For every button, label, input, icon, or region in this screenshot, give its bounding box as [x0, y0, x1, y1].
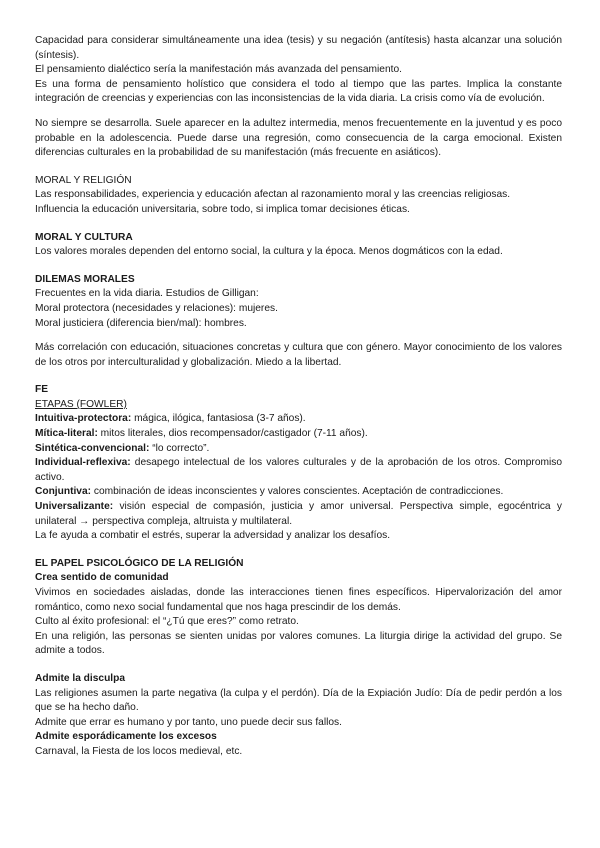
community-paragraph-1: Vivimos en sociedades aisladas, donde las interacciones tienen fines específicos. Hipervalorización del amor romántico, como nexo social fundamental que nos haga prescindir de los demás.: [35, 587, 562, 613]
stage-term: Universalizante:: [35, 501, 114, 513]
faith-heading: FE: [35, 384, 49, 396]
stage-desc: mágica, ilógica, fantasiosa (3-7 años).: [131, 413, 306, 425]
stage-term: Intuitiva-protectora:: [35, 413, 132, 425]
intro-paragraph-3: Es una forma de pensamiento holístico que considera el todo al tiempo que las partes. Implica la constante integración de creencias y experiencias con las inconsistencias de la vida diaria. La crisis como vía de evolución.: [35, 78, 562, 105]
faith-stage: [35, 485, 562, 500]
community-subheading: Crea sentido de comunidad: [35, 572, 169, 584]
excess-subheading: Admite esporádicamente los excesos: [35, 731, 217, 743]
stage-term: Mítica-literal:: [35, 428, 98, 440]
moral-culture-paragraph: Los valores morales dependen del entorno social, la cultura y la época. Menos dogmáticos con la edad.: [35, 246, 503, 258]
stage-desc: visión especial de compasión, justicia y amor universal. Perspectiva simple, egocéntrica y unilateral → perspectiva compleja, altruista y multilateral.: [35, 501, 562, 527]
intro-paragraph-1: Capacidad para considerar simultáneamente una idea (tesis) y su negación (antítesis) hasta alcanzar una solución (síntesis).: [35, 35, 562, 61]
stage-term: Sintética-convencional:: [35, 442, 150, 454]
dilemmas-paragraph-2: Moral protectora (necesidades y relaciones): mujeres.: [35, 302, 278, 314]
apology-paragraph-1: Las religiones asumen la parte negativa (la culpa y el perdón). Día de la Expiación Judío: Día de pedir perdón a los que se ha hecho daño.: [35, 687, 562, 714]
faith-stage: [35, 500, 562, 529]
dilemmas-paragraph-3: Moral justiciera (diferencia bien/mal): hombres.: [35, 317, 247, 329]
community-paragraph-2: Culto al éxito profesional: el “¿Tú que eres?” como retrato.: [35, 616, 299, 628]
religion-role-heading: EL PAPEL PSICOLÓGICO DE LA RELIGIÓN: [35, 557, 244, 569]
faith-stage: [35, 412, 562, 427]
fowler-stages-subheading: ETAPAS (FOWLER): [35, 398, 127, 410]
apology-paragraph-2: Admite que errar es humano y por tanto, uno puede decir sus fallos.: [35, 716, 342, 728]
moral-religion-heading: MORAL Y RELIGIÓN: [35, 174, 132, 186]
moral-culture-heading: MORAL Y CULTURA: [35, 231, 133, 243]
stage-desc: “lo correcto”.: [149, 442, 210, 454]
moral-religion-paragraph-2: Influencia la educación universitaria, sobre todo, si implica tomar decisiones éticas.: [35, 203, 410, 215]
excess-paragraph: Carnaval, la Fiesta de los locos medieval, etc.: [35, 745, 243, 757]
moral-religion-paragraph-1: Las responsabilidades, experiencia y educación afectan al razonamiento moral y las creencias religiosas.: [35, 189, 511, 201]
stage-term: Conjuntiva:: [35, 486, 92, 498]
community-paragraph-3: En una religión, las personas se sienten unidas por valores comunes. La liturgia dirige la actividad del grupo. Se admite a todos.: [35, 630, 562, 657]
faith-closing-paragraph: La fe ayuda a combatir el estrés, superar la adversidad y analizar los desafíos.: [35, 530, 391, 542]
stage-desc: combinación de ideas inconscientes y valores conscientes. Aceptación de contradicciones.: [91, 486, 504, 498]
intro-paragraph-4: No siempre se desarrolla. Suele aparecer en la adultez intermedia, menos frecuentemente en la juventud y es poco probable en la adolescencia. Puede darse una regresión, como consecuencia de la carga emocional. Existen diferencias culturales en la probabilidad de su manifestación (más frecuente en asiáticos).: [35, 117, 562, 159]
apology-subheading: Admite la disculpa: [35, 672, 126, 684]
dilemmas-paragraph-4: Más correlación con educación, situaciones concretas y cultura que con género. Mayor conocimiento de los valores de los otros por interculturalidad y globalización. Miedo a la libertad.: [35, 342, 562, 368]
stage-term: Individual-reflexiva:: [35, 457, 131, 469]
faith-stage: [35, 442, 562, 457]
intro-paragraph-2: El pensamiento dialéctico sería la manifestación más avanzada del pensamiento.: [35, 64, 402, 76]
faith-stage: [35, 456, 562, 485]
faith-stage: [35, 427, 562, 442]
stage-desc: mitos literales, dios recompensador/castigador (7-11 años).: [97, 428, 368, 440]
stage-desc: desapego intelectual de los valores culturales y de la aprobación de los otros. Compromiso activo.: [35, 457, 562, 483]
moral-dilemmas-heading: DILEMAS MORALES: [35, 273, 135, 285]
document-page: [35, 34, 562, 760]
dilemmas-paragraph-1: Frecuentes en la vida diaria. Estudios de Gilligan:: [35, 288, 259, 300]
